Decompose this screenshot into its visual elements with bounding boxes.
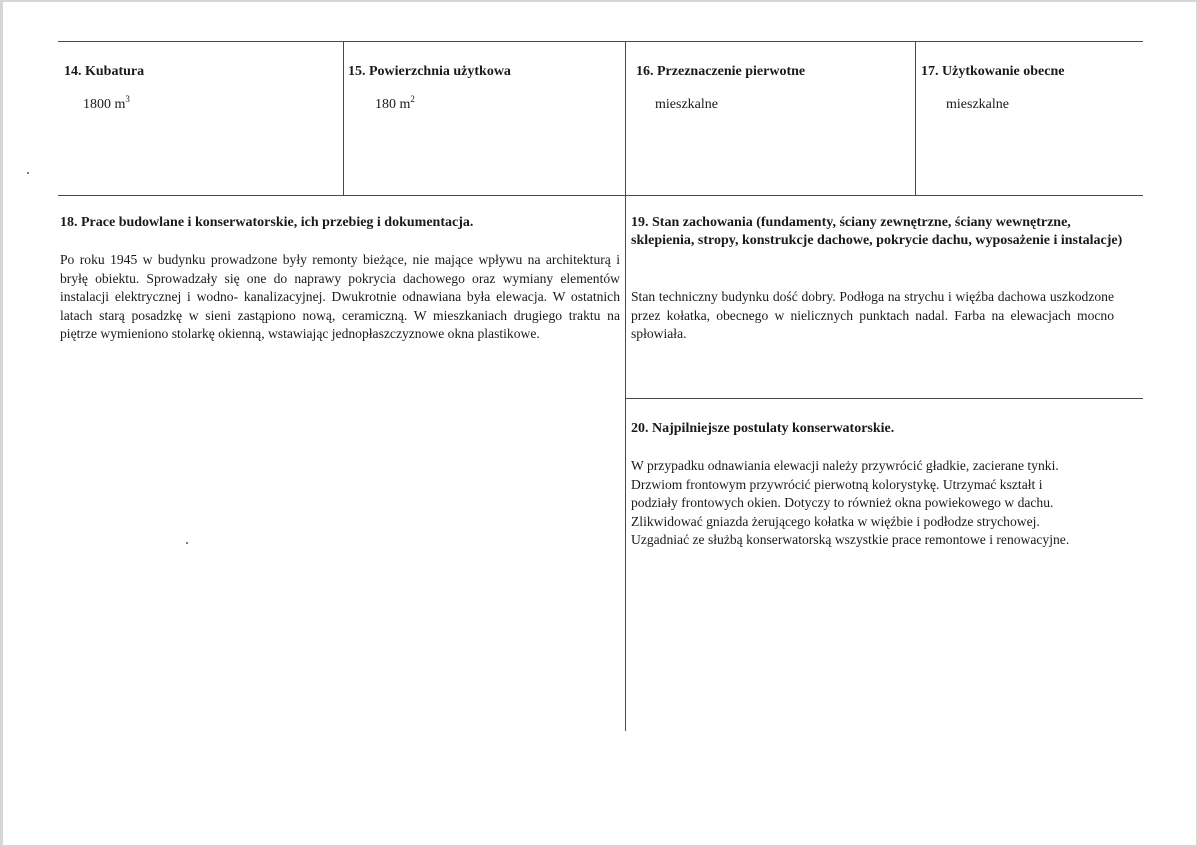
field-14-value xyxy=(83,96,130,114)
field-19-title: 19. Stan zachowania (fundamenty, ściany zewnętrzne, ściany wewnętrzne, sklepienia, stropy, konstrukcje dachowe, pokrycie dachu, wyposażenie i instalacje) xyxy=(631,215,1123,248)
field-20-line: Zlikwidować gniazda żerującego kołatka w więźbie i podłodze strychowej. xyxy=(631,513,1040,529)
field-18-title: 18. Prace budowlane i konserwatorskie, ich przebieg i dokumentacja. xyxy=(60,215,474,230)
field-15-value xyxy=(375,96,415,114)
divider-14-15 xyxy=(343,41,344,195)
field-16-title: 16. Przeznaczenie pierwotne xyxy=(636,64,806,79)
field-14-unit-sup: 3 xyxy=(125,94,130,104)
scan-speck xyxy=(27,172,29,174)
field-14-title: 14. Kubatura xyxy=(64,64,145,79)
row1-bottom-rule xyxy=(58,195,1143,196)
document-sheet xyxy=(3,2,1196,845)
top-rule xyxy=(58,41,1143,42)
field-14-number: 1800 m xyxy=(83,97,126,112)
field-20-title: 20. Najpilniejsze postulaty konserwatorskie. xyxy=(631,421,895,436)
field-16-value: mieszkalne xyxy=(655,97,718,112)
field-20-line: Drzwiom frontowym przywrócić pierwotną kolorystykę. Utrzymać kształt i xyxy=(631,476,1043,492)
field-15-title: 15. Powierzchnia użytkowa xyxy=(348,64,511,79)
field-17-value: mieszkalne xyxy=(946,97,1009,112)
divider-15-16 xyxy=(625,41,626,731)
field-17-title: 17. Użytkowanie obecne xyxy=(921,64,1065,79)
divider-16-17 xyxy=(915,41,916,195)
field-15-number: 180 m xyxy=(375,97,411,112)
field-20-line: W przypadku odnawiania elewacji należy przywrócić gładkie, zacierane tynki. xyxy=(631,458,1059,473)
field-15-unit-sup: 2 xyxy=(410,94,415,104)
section19-bottom-rule xyxy=(626,398,1143,399)
field-18-body: Po roku 1945 w budynku prowadzone były remonty bieżące, nie mające wpływu na architekturą i bryłę obiektu. Sprowadzały się one do naprawy pokrycia dachowego oraz wymiany elementów instalacji elektrycznej i wodno- kanalizacyjnej. Dwukrotnie odnawiana była elewacja. W ostatnich latach starą posadzkę w sieni zastąpiono nową, ceramiczną. W mieszkaniach drugiego traktu na piętrze wymieniono stolarkę okienną, wstawiając jednopłaszczyznowe okna plastikowe. xyxy=(60,252,620,341)
field-20-body xyxy=(631,457,1136,550)
field-20-line: Uzgadniać ze służbą konserwatorską wszystkie prace remontowe i renowacyjne. xyxy=(631,532,1070,547)
field-20-line: podziały frontowych okien. Dotyczy to również okna powiekowego w dachu. xyxy=(631,495,1054,510)
scan-speck xyxy=(186,542,188,544)
field-19-body: Stan techniczny budynku dość dobry. Podłoga na strychu i więźba dachowa uszkodzone przez kołatka, obecnego w nielicznych punktach nadal. Farba na elewacjach mocno spłowiała. xyxy=(631,289,1114,341)
